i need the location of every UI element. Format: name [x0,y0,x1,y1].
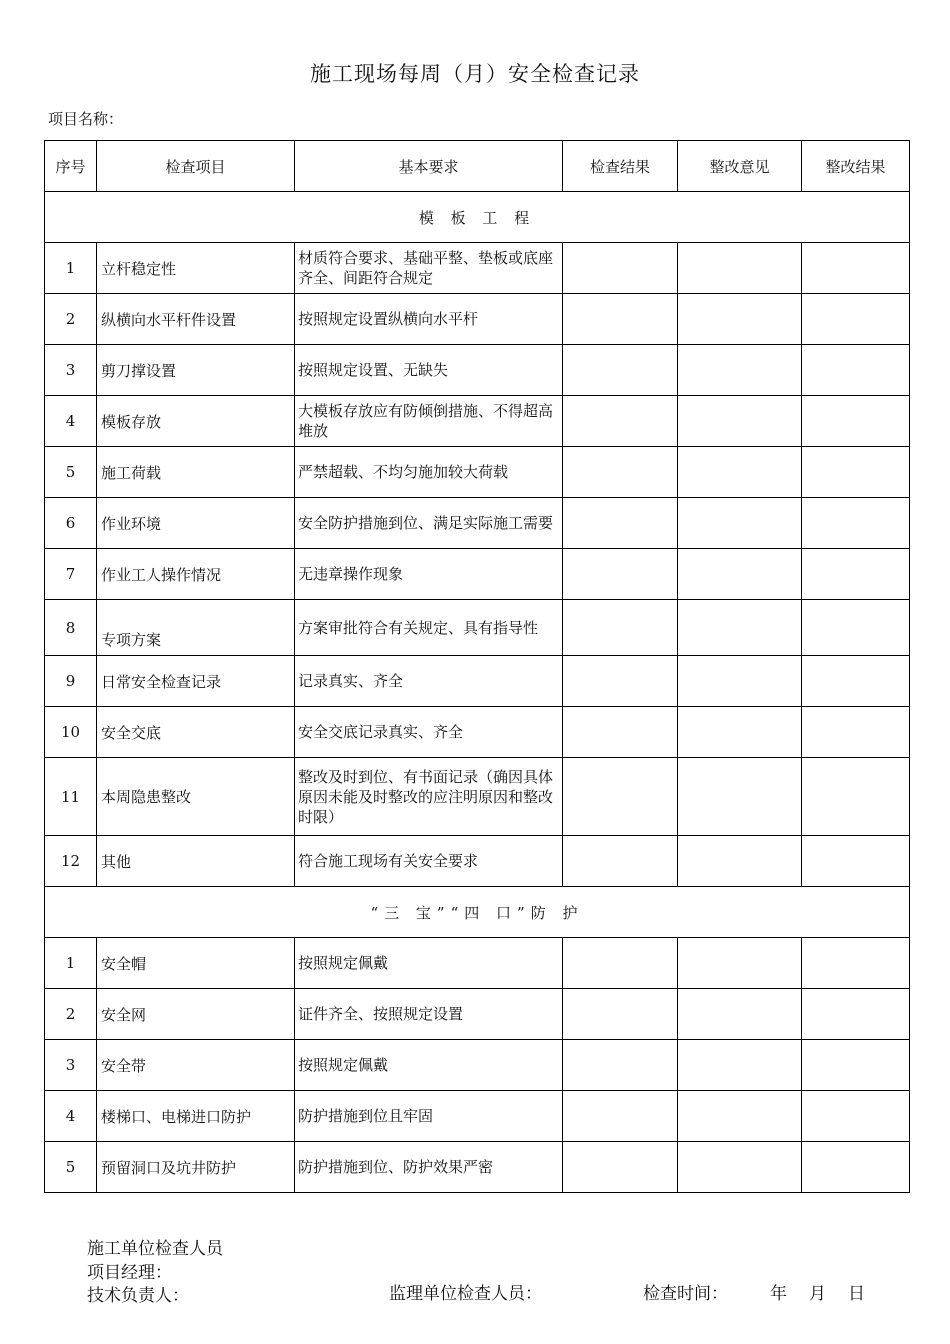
row-result-cell[interactable] [563,1091,678,1142]
row-opinion-cell[interactable] [678,498,802,549]
row-result-cell[interactable] [563,707,678,758]
table-row [45,549,910,600]
row-opinion-cell[interactable] [678,396,802,447]
row-result-cell[interactable] [563,1040,678,1091]
row-rectify-cell[interactable] [802,836,910,887]
row-requirement: 整改及时到位、有书面记录（确因具体原因未能及时整改的应注明原因和整改时限） [295,758,563,836]
row-rectify-cell[interactable] [802,294,910,345]
row-opinion-cell[interactable] [678,836,802,887]
row-item: 纵横向水平杆件设置 [97,294,295,345]
table-row [45,345,910,396]
page-title: 施工现场每周（月）安全检查记录 [310,62,640,86]
row-result-cell[interactable] [563,294,678,345]
table-row [45,294,910,345]
row-opinion-cell[interactable] [678,243,802,294]
row-opinion-cell[interactable] [678,1091,802,1142]
header-requirement: 基本要求 [295,141,563,192]
row-rectify-cell[interactable] [802,938,910,989]
row-item: 安全带 [97,1040,295,1091]
row-rectify-cell[interactable] [802,498,910,549]
row-result-cell[interactable] [563,498,678,549]
header-result: 检查结果 [563,141,678,192]
row-rectify-cell[interactable] [802,989,910,1040]
row-opinion-cell[interactable] [678,600,802,656]
row-requirement: 符合施工现场有关安全要求 [295,836,563,887]
row-requirement: 按照规定佩戴 [295,938,563,989]
row-opinion-cell[interactable] [678,1142,802,1193]
table-row [45,1040,910,1091]
row-opinion-cell[interactable] [678,656,802,707]
row-rectify-cell[interactable] [802,1091,910,1142]
table-row [45,989,910,1040]
inspection-table [44,140,910,1193]
row-requirement: 防护措施到位且牢固 [295,1091,563,1142]
header-row [45,141,910,192]
table-row [45,243,910,294]
row-result-cell[interactable] [563,549,678,600]
row-requirement: 按照规定佩戴 [295,1040,563,1091]
row-number: 7 [45,549,97,600]
row-number: 4 [45,1091,97,1142]
row-item: 安全交底 [97,707,295,758]
row-number: 12 [45,836,97,887]
row-rectify-cell[interactable] [802,396,910,447]
row-requirement: 记录真实、齐全 [295,656,563,707]
section-title: “三 宝”“四 口”防 护 [45,887,910,938]
row-item: 剪刀撑设置 [97,345,295,396]
row-number: 2 [45,294,97,345]
footer-month: 月 [809,1284,826,1304]
row-rectify-cell[interactable] [802,243,910,294]
row-item: 预留洞口及坑井防护 [97,1142,295,1193]
row-requirement: 材质符合要求、基础平整、垫板或底座齐全、间距符合规定 [295,243,563,294]
row-number: 11 [45,758,97,836]
row-result-cell[interactable] [563,345,678,396]
row-rectify-cell[interactable] [802,758,910,836]
row-rectify-cell[interactable] [802,549,910,600]
row-rectify-cell[interactable] [802,345,910,396]
row-requirement: 严禁超载、不均匀施加较大荷载 [295,447,563,498]
table-row [45,447,910,498]
row-opinion-cell[interactable] [678,1040,802,1091]
row-rectify-cell[interactable] [802,600,910,656]
row-item: 楼梯口、电梯进口防护 [97,1091,295,1142]
row-requirement: 安全防护措施到位、满足实际施工需要 [295,498,563,549]
row-item: 作业环境 [97,498,295,549]
row-number: 9 [45,656,97,707]
section-row [45,192,910,243]
table-row [45,938,910,989]
row-number: 3 [45,1040,97,1091]
table-row [45,1091,910,1142]
row-item: 其他 [97,836,295,887]
row-requirement: 按照规定设置纵横向水平杆 [295,294,563,345]
row-number: 5 [45,1142,97,1193]
footer-time-label: 检查时间： [643,1284,728,1304]
row-number: 4 [45,396,97,447]
row-opinion-cell[interactable] [678,989,802,1040]
row-requirement: 方案审批符合有关规定、具有指导性 [295,600,563,656]
row-item: 施工荷载 [97,447,295,498]
table-row [45,600,910,656]
table-row [45,396,910,447]
row-result-cell[interactable] [563,243,678,294]
row-item: 专项方案 [97,600,295,656]
row-result-cell[interactable] [563,758,678,836]
table-row [45,707,910,758]
row-opinion-cell[interactable] [678,447,802,498]
row-item: 作业工人操作情况 [97,549,295,600]
header-opinion: 整改意见 [678,141,802,192]
row-result-cell[interactable] [563,447,678,498]
row-item: 日常安全检查记录 [97,656,295,707]
row-requirement: 安全交底记录真实、齐全 [295,707,563,758]
header-item: 检查项目 [97,141,295,192]
row-requirement: 大模板存放应有防倾倒措施、不得超高堆放 [295,396,563,447]
row-requirement: 无违章操作现象 [295,549,563,600]
footer-inspector: 施工单位检查人员 [87,1239,223,1259]
row-number: 1 [45,243,97,294]
row-number: 5 [45,447,97,498]
row-result-cell[interactable] [563,656,678,707]
table-row [45,498,910,549]
row-rectify-cell[interactable] [802,656,910,707]
project-name-label: 项目名称： [48,110,124,128]
row-result-cell[interactable] [563,989,678,1040]
footer-year: 年 [770,1284,787,1304]
section-title: 模 板 工 程 [45,192,910,243]
row-number: 1 [45,938,97,989]
row-rectify-cell[interactable] [802,1040,910,1091]
footer-day: 日 [848,1284,865,1304]
row-item: 安全帽 [97,938,295,989]
row-number: 6 [45,498,97,549]
row-opinion-cell[interactable] [678,758,802,836]
row-result-cell[interactable] [563,1142,678,1193]
row-requirement: 证件齐全、按照规定设置 [295,989,563,1040]
table-row [45,836,910,887]
footer-manager: 项目经理： [87,1263,172,1283]
row-number: 3 [45,345,97,396]
row-item: 本周隐患整改 [97,758,295,836]
row-number: 2 [45,989,97,1040]
row-opinion-cell[interactable] [678,938,802,989]
row-opinion-cell[interactable] [678,707,802,758]
row-item: 安全网 [97,989,295,1040]
row-opinion-cell[interactable] [678,549,802,600]
table-row [45,656,910,707]
row-result-cell[interactable] [563,938,678,989]
row-opinion-cell[interactable] [678,294,802,345]
row-number: 8 [45,600,97,656]
row-rectify-cell[interactable] [802,1142,910,1193]
footer-supervisor: 监理单位检查人员： [389,1284,542,1304]
section-row [45,887,910,938]
row-result-cell[interactable] [563,396,678,447]
row-item: 模板存放 [97,396,295,447]
row-requirement: 按照规定设置、无缺失 [295,345,563,396]
footer-tech: 技术负责人： [87,1286,189,1306]
row-number: 10 [45,707,97,758]
table-row [45,1142,910,1193]
row-result-cell[interactable] [563,600,678,656]
table-row [45,758,910,836]
row-result-cell[interactable] [563,836,678,887]
row-opinion-cell[interactable] [678,345,802,396]
header-rectify-result: 整改结果 [802,141,910,192]
row-rectify-cell[interactable] [802,707,910,758]
header-no: 序号 [45,141,97,192]
row-requirement: 防护措施到位、防护效果严密 [295,1142,563,1193]
row-item: 立杆稳定性 [97,243,295,294]
row-rectify-cell[interactable] [802,447,910,498]
